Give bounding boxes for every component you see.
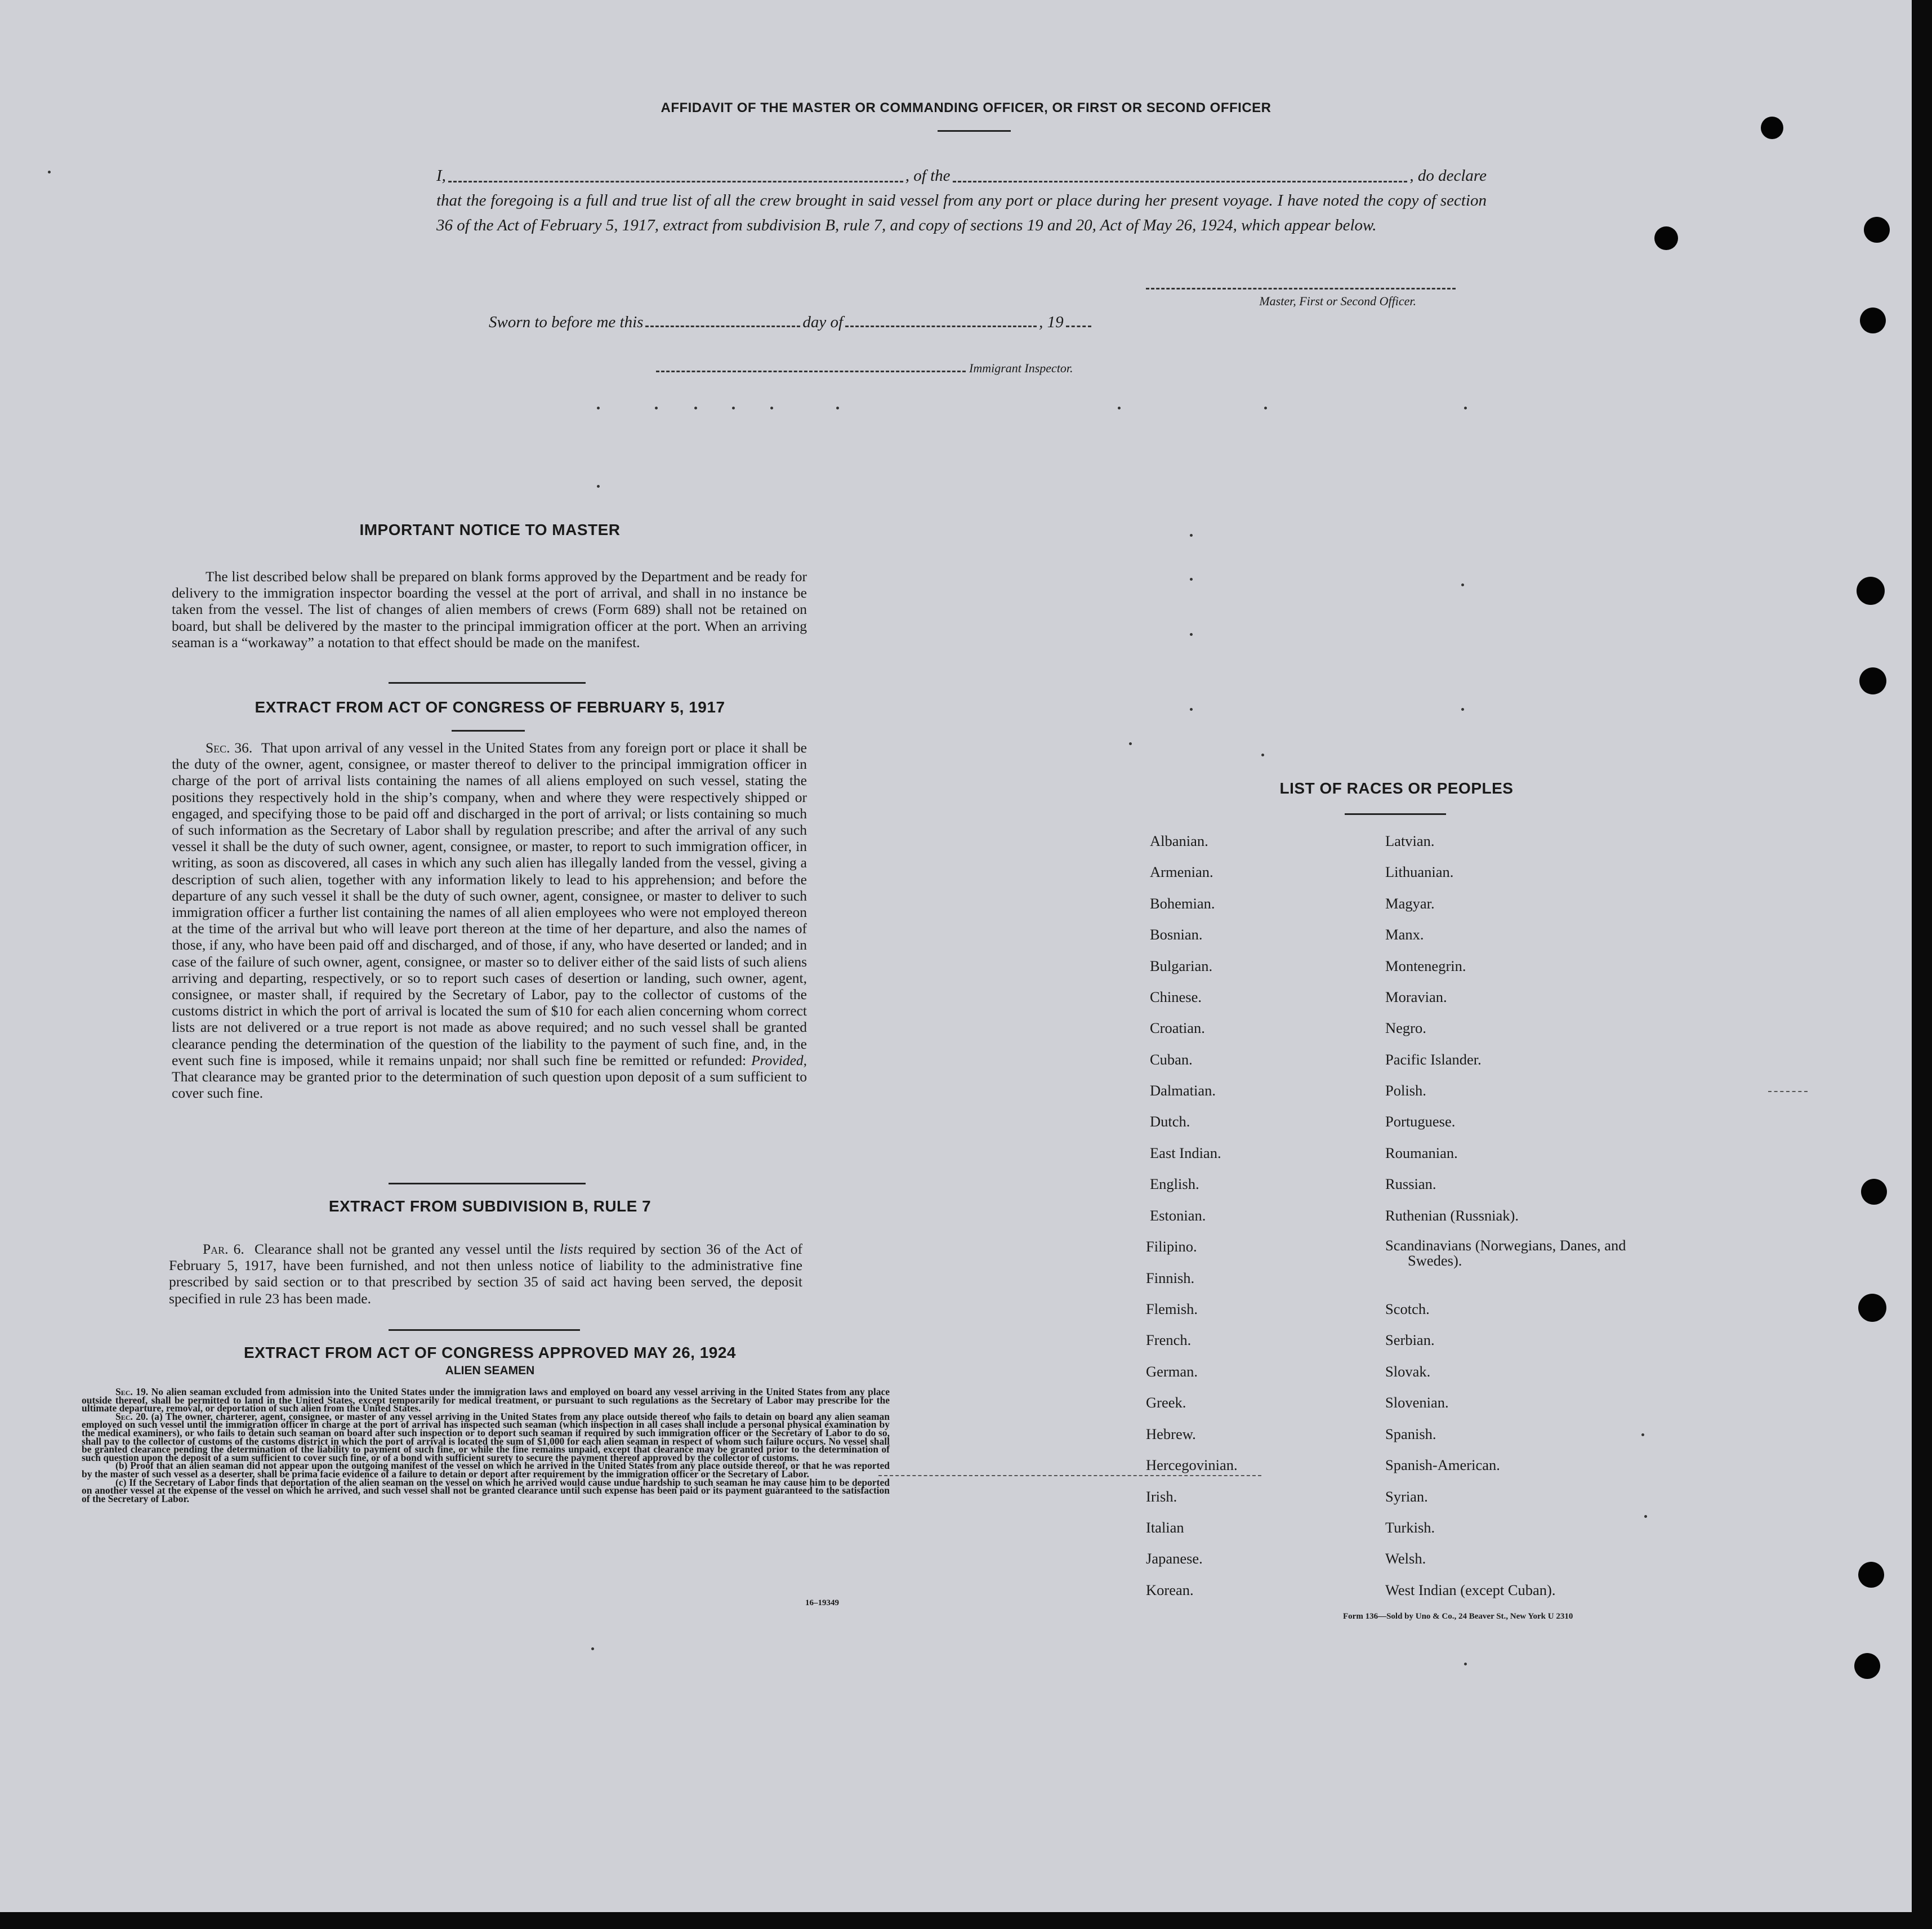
section-36-proviso-text: That clearance may be granted prior to the determination of such question upon deposit of a sum sufficient to cover such fine. (172, 1068, 807, 1102)
race-item: Dutch. (1150, 1113, 1190, 1130)
race-item: Bosnian. (1150, 926, 1203, 943)
master-signature-line[interactable] (1146, 288, 1456, 289)
scan-speck (597, 407, 600, 409)
form-note: Form 136—Sold by Uno & Co., 24 Beaver St., New York U 2310 (1343, 1612, 1573, 1621)
binder-hole (1861, 1179, 1887, 1205)
alien-seamen-subtitle: ALIEN SEAMEN (445, 1364, 535, 1377)
binder-hole (1858, 1562, 1884, 1588)
scan-speck (1190, 633, 1193, 636)
scan-speck (694, 407, 697, 409)
race-item: Russian. (1385, 1175, 1436, 1192)
race-item: Greek. (1146, 1394, 1186, 1411)
sworn-day: day of (802, 313, 844, 331)
race-item: Syrian. (1385, 1488, 1428, 1505)
race-item: Ruthenian (Russniak). (1385, 1207, 1519, 1224)
notice-text: The list described below shall be prepared on blank forms approved by the Department and be ready for delivery to the immigration inspector boarding the vessel at the port of arrival, and shall in no instance be taken from the vessel. The list of changes of alien members of crews (Form 689) shall not be retained on board, but shall be delivered by the master to the principal immigration officer at the port. When an arriving seaman is a “workaway” a notation to that effect should be made on the manifest. (172, 568, 807, 651)
sworn-year: , 19 (1039, 313, 1064, 331)
section-19-text: No alien seaman excluded from admission into the United States under the immigration laws and employed on board any vessel arriving in the United States from any place outside thereof, shall be permitted to land in the United States, except temporarily for medical treatment, or pursuant to such regulations as the Secretary of Labor may prescribe for the ultimate departure, removal, or deportation of such alien from the United States. (82, 1386, 890, 1414)
affidavit-line1-of: , of the (905, 167, 951, 185)
scan-speck (1264, 407, 1267, 409)
race-item: Chinese. (1150, 988, 1202, 1005)
scan-speck (1461, 708, 1464, 711)
scan-speck (1464, 1663, 1467, 1665)
scan-smear (1768, 1091, 1808, 1092)
sworn-date-blank[interactable] (645, 313, 800, 327)
sworn-line (489, 313, 1094, 332)
race-item: Japanese. (1146, 1550, 1203, 1567)
scan-speck (1129, 742, 1132, 745)
race-item: Slovenian. (1385, 1394, 1449, 1411)
race-item: Polish. (1385, 1082, 1426, 1099)
race-item: Hercegovinian. (1146, 1456, 1238, 1473)
race-item: Bulgarian. (1150, 957, 1213, 974)
paragraph-6-label: Par. 6. (203, 1241, 244, 1257)
race-item: Moravian. (1385, 988, 1447, 1005)
race-item: Serbian. (1385, 1331, 1435, 1348)
form-number-left: 16–19349 (805, 1598, 839, 1607)
race-item: Flemish. (1146, 1300, 1198, 1317)
proviso-word: Provided, (751, 1052, 807, 1068)
race-item: Portuguese. (1385, 1113, 1456, 1130)
race-item: Manx. (1385, 926, 1424, 943)
inspector-line (656, 358, 1073, 376)
act-1917-title: EXTRACT FROM ACT OF CONGRESS OF FEBRUARY 5, 1917 (255, 698, 725, 716)
scan-speck (1464, 407, 1467, 409)
race-item: English. (1150, 1175, 1199, 1192)
name-blank[interactable] (448, 168, 903, 182)
paragraph-6-text-before: Clearance shall not be granted any vessel until the (254, 1241, 555, 1257)
scan-speck (1644, 1515, 1647, 1518)
race-item: French. (1146, 1331, 1192, 1348)
race-item: Slovak. (1385, 1363, 1431, 1380)
race-item: Cuban. (1150, 1051, 1193, 1068)
divider (452, 730, 525, 732)
section-20-label: Sec. 20. (115, 1410, 149, 1422)
race-item: Hebrew. (1146, 1425, 1196, 1442)
scan-border (0, 1912, 1932, 1929)
divider (389, 682, 586, 684)
scan-border (1912, 0, 1932, 1929)
race-item: Magyar. (1385, 895, 1435, 912)
act-1924-title: EXTRACT FROM ACT OF CONGRESS APPROVED MAY 26, 1924 (244, 1344, 736, 1361)
sworn-month-blank[interactable] (845, 313, 1037, 327)
race-item: Irish. (1146, 1488, 1177, 1505)
race-item: German. (1146, 1363, 1198, 1380)
binder-hole (1761, 117, 1783, 139)
binder-hole (1860, 308, 1886, 333)
race-item: Scandinavians (Norwegians, Danes, and Swedes). (1385, 1237, 1626, 1269)
affidavit-title: AFFIDAVIT OF THE MASTER OR COMMANDING OFFICER, OR FIRST OR SECOND OFFICER (661, 100, 1271, 115)
lists-word: lists (559, 1241, 583, 1257)
divider (938, 130, 1011, 132)
race-item: Latvian. (1385, 832, 1435, 849)
section-20b-text: (b) Proof that an alien seaman did not appear upon the outgoing manifest of the vessel on which he arrived in the United States from any place outside thereof, or that he was reported by the master of such vessel as a deserter, shall be prima facie evidence of a failure to detain or deport after requirement by the immigration officer or the Secretary of Labor. (82, 1460, 890, 1480)
scan-speck (655, 407, 658, 409)
section-36-label: Sec. 36. (206, 739, 253, 756)
affidavit-line1-start: I, (436, 167, 446, 185)
vessel-blank[interactable] (953, 168, 1408, 182)
races-title: LIST OF RACES OR PEOPLES (1279, 779, 1514, 797)
scan-speck (591, 1647, 594, 1650)
section-36-paragraph (172, 739, 807, 1101)
race-item: Montenegrin. (1385, 957, 1466, 974)
race-item: Pacific Islander. (1385, 1051, 1482, 1068)
scan-speck (1461, 583, 1464, 586)
race-item: Spanish. (1385, 1425, 1436, 1442)
binder-hole (1857, 577, 1885, 605)
divider (1345, 813, 1446, 815)
race-item: Spanish-American. (1385, 1456, 1500, 1473)
race-item: Korean. (1146, 1581, 1194, 1598)
race-item: Croatian. (1150, 1019, 1205, 1036)
binder-hole (1858, 1294, 1886, 1322)
notice-title: IMPORTANT NOTICE TO MASTER (359, 521, 621, 538)
race-item: West Indian (except Cuban). (1385, 1581, 1556, 1598)
affidavit-declaration (436, 163, 1487, 238)
binder-hole (1854, 1653, 1880, 1679)
race-item: Dalmatian. (1150, 1082, 1216, 1099)
scan-speck (1261, 754, 1264, 756)
inspector-label: Immigrant Inspector. (969, 361, 1073, 375)
section-20a-text: (a) The owner, charterer, agent, consignee, or master of any vessel arriving in the United States from any place outside thereof who fails to detain on board any alien seaman employed on such vessel until the immigration officer in charge at the port of arrival has inspected such seaman (which inspection in all cases shall include a personal physical examination by the medical examiners), or who fails to detain such seaman on board after such inspection or to deport such seaman if required by such immigration officer or the Secretary of Labor to do so, shall pay to the collector of customs of the customs district in which the port of arrival is located the sum of $1,000 for each alien seaman in respect of whom such failure occurs. No vessel shall be granted clearance pending the determination of the liability to payment of such fine, or while the fine remains unpaid, except that clearance may be granted prior to the determination of such question upon the deposit of a sum sufficient to cover such fine, or of a bond with sufficient surety to secure the payment thereof approved by the collector of customs. (82, 1410, 890, 1463)
race-item: Albanian. (1150, 832, 1208, 849)
affidavit-text: that the foregoing is a full and true list of all the crew brought in said vessel from any port or place during her present voyage. I have noted the copy of section 36 of the Act of February 5, 1917, extract from subdivision B, rule 7, and copy of sections 19 and 20, Act of May 26, 1924, which appear below. (436, 191, 1487, 234)
scan-speck (1190, 708, 1193, 711)
divider (389, 1183, 586, 1184)
race-item: East Indian. (1150, 1144, 1221, 1161)
scan-speck (597, 485, 600, 488)
scan-speck (48, 171, 51, 173)
master-signature-label: Master, First or Second Officer. (1259, 294, 1416, 308)
race-item: Estonian. (1150, 1207, 1206, 1224)
scan-speck (732, 407, 735, 409)
race-item: Bohemian. (1150, 895, 1215, 912)
race-item: Lithuanian. (1385, 863, 1454, 880)
binder-hole (1864, 217, 1890, 243)
scan-speck (1190, 578, 1193, 581)
scan-speck (1118, 407, 1121, 409)
race-item: Welsh. (1385, 1550, 1426, 1567)
race-item: Finnish. (1146, 1269, 1195, 1286)
section-19-label: Sec. 19. (115, 1386, 149, 1397)
race-item: Italian (1146, 1519, 1184, 1536)
scan-smear (878, 1475, 1261, 1476)
race-item: Filipino. (1146, 1238, 1197, 1255)
race-item: Scotch. (1385, 1300, 1430, 1317)
paragraph-6 (169, 1241, 802, 1307)
sworn-start: Sworn to before me this (489, 313, 644, 331)
section-36-text: That upon arrival of any vessel in the United States from any foreign port or place it shall be the duty of the owner, agent, consignee, or master thereof to deliver to the principal immigration officer in charge of the port of arrival lists containing the names of all aliens employed on such vessel, stating the positions they respectively hold in the ship’s company, when and where they were respectively shipped or engaged, and specifying those to be paid off and discharged in the port of arrival; or lists containing so much of such information as the Secretary of Labor shall by regulation prescribe; and after the arrival of any such vessel it shall be the duty of such owner, agent, consignee, or master, to report to such immigration officer, in writing, as soon as discovered, all cases in which any such alien has illegally landed from the vessel, giving a description of such alien, together with any information likely to lead to his apprehension; and before the departure of any such vessel it shall be the duty of such owner, agent, consignee, or master to deliver to such immigration officer a further list containing the names of all alien employees who were not employed thereon at the time of the arrival but who will leave port thereon at the time of her departure, and also the names of those, if any, who have been paid off and discharged, and of those, if any, who have deserted or landed; and in case of the failure of such owner, agent, consignee, or master so to deliver either of the said lists of such aliens arriving and departing, respectively, or so to report such cases of desertion or landing, such owner, agent, consignee, or master shall, if required by the Secretary of Labor, pay to the collector of customs of the customs district in which the port of arrival is located the sum of $10 for each alien concerning whom correct lists are not delivered or a true report is not made as above required; and no such vessel shall be granted clearance pending the determination of the question of the liability to the payment of such fine, and, in the event such fine is imposed, while it remains unpaid; nor shall such fine be remitted or refunded: (172, 739, 807, 1068)
inspector-signature-blank[interactable] (656, 358, 966, 372)
sworn-year-blank[interactable] (1066, 313, 1091, 327)
scan-speck (1641, 1433, 1644, 1436)
race-item: Negro. (1385, 1019, 1426, 1036)
notice-paragraph (172, 568, 807, 651)
race-item: Turkish. (1385, 1519, 1435, 1536)
divider (389, 1329, 580, 1331)
section-20c-text: (c) If the Secretary of Labor finds that deportation of the alien seaman on the vessel on which he arrived would cause undue hardship to such seaman he may cause him to be deported on another vessel at the expense of the vessel on which he arrived, and such vessel shall not be granted clearance until such expense has been paid or its payment guaranteed to the satisfaction of the Secretary of Labor. (82, 1476, 890, 1504)
scan-speck (770, 407, 773, 409)
scan-speck (836, 407, 839, 409)
affidavit-line1-end: , do declare (1409, 167, 1487, 185)
binder-hole (1859, 667, 1886, 694)
act-1924-text (82, 1388, 890, 1503)
scan-speck (1190, 534, 1193, 537)
binder-hole (1654, 226, 1678, 250)
race-item: Armenian. (1150, 863, 1213, 880)
paragraph-6-text-after: required by section 36 of the Act of February 5, 1917, have been furnished, and not then unless notice of liability to the administrative fine prescribed by said section or to that prescribed by section 35 of said act having been served, the deposit specified in rule 23 has been made. (169, 1241, 803, 1307)
race-item: Roumanian. (1385, 1144, 1458, 1161)
rule-7-title: EXTRACT FROM SUBDIVISION B, RULE 7 (328, 1197, 652, 1215)
